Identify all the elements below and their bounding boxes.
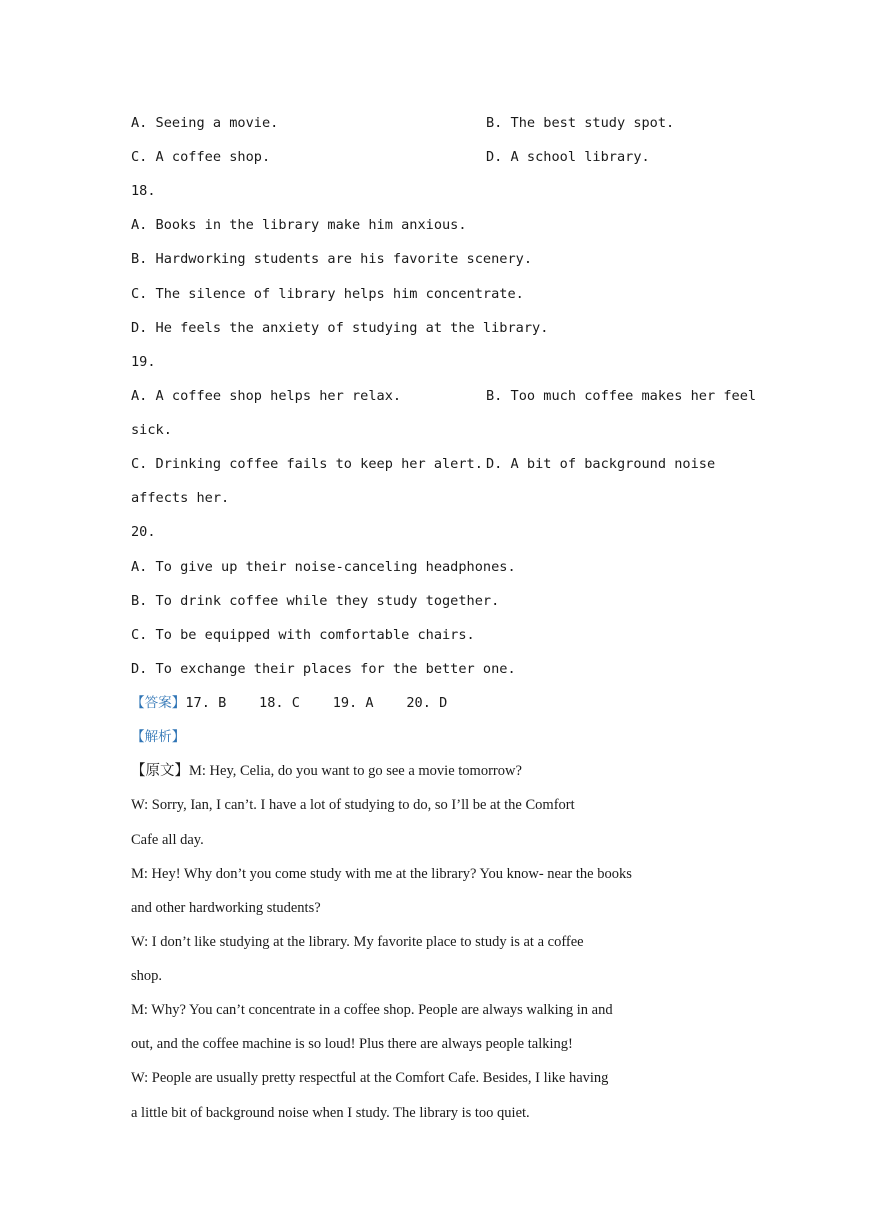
answer-label: 【答案】: [131, 695, 186, 711]
transcript-line-5: W: I don’t like studying at the library. My favorite place to study is at a coffee: [131, 934, 584, 950]
q20-option-a: A. To give up their noise-canceling headphones.: [131, 559, 516, 575]
transcript-line-4: and other hardworking students?: [131, 900, 321, 916]
transcript-label: 【原文】: [131, 763, 189, 779]
q20-number: 20.: [131, 524, 156, 540]
q18-option-a: A. Books in the library make him anxious.: [131, 217, 467, 233]
q19-option-d: D. A bit of background noise: [486, 456, 716, 472]
q20-option-d: D. To exchange their places for the better one.: [131, 661, 516, 677]
q19-option-b: B. Too much coffee makes her feel: [486, 388, 757, 404]
transcript-line-8: out, and the coffee machine is so loud! Plus there are always people talking!: [131, 1036, 573, 1052]
q17-option-b: B. The best study spot.: [486, 115, 675, 131]
q19-option-b-continued: sick.: [131, 422, 172, 438]
q18-number: 18.: [131, 183, 156, 199]
q20-option-c: C. To be equipped with comfortable chairs.: [131, 627, 475, 643]
transcript-line-0: [131, 762, 522, 780]
transcript-line-6: shop.: [131, 968, 163, 984]
q17-option-d: D. A school library.: [486, 149, 650, 165]
answer-line: [131, 694, 447, 712]
transcript-line-10: a little bit of background noise when I study. The library is too quiet.: [131, 1105, 530, 1121]
transcript-line-9: W: People are usually pretty respectful at the Comfort Cafe. Besides, I like having: [131, 1070, 609, 1086]
q19-option-d-continued: affects her.: [131, 490, 230, 506]
q18-option-d: D. He feels the anxiety of studying at the library.: [131, 320, 549, 336]
transcript-line-3: M: Hey! Why don’t you come study with me at the library? You know- near the books: [131, 866, 632, 882]
q19-option-c: C. Drinking coffee fails to keep her alert.: [131, 456, 483, 472]
q17-option-c: C. A coffee shop.: [131, 149, 271, 165]
q19-number: 19.: [131, 354, 156, 370]
analysis-label: 【解析】: [131, 729, 186, 745]
q18-option-c: C. The silence of library helps him concentrate.: [131, 286, 524, 302]
transcript-line-1: W: Sorry, Ian, I can’t. I have a lot of studying to do, so I’ll be at the Comfort: [131, 797, 575, 813]
transcript-line-2: Cafe all day.: [131, 832, 204, 848]
q19-option-a: A. A coffee shop helps her relax.: [131, 388, 402, 404]
transcript-text: M: Hey, Celia, do you want to go see a movie tomorrow?: [189, 763, 522, 779]
q20-option-b: B. To drink coffee while they study together.: [131, 593, 500, 609]
q17-option-a: A. Seeing a movie.: [131, 115, 279, 131]
q18-option-b: B. Hardworking students are his favorite scenery.: [131, 251, 533, 267]
transcript-line-7: M: Why? You can’t concentrate in a coffee shop. People are always walking in and: [131, 1002, 613, 1018]
answer-text: 17. B 18. C 19. A 20. D: [185, 695, 448, 711]
